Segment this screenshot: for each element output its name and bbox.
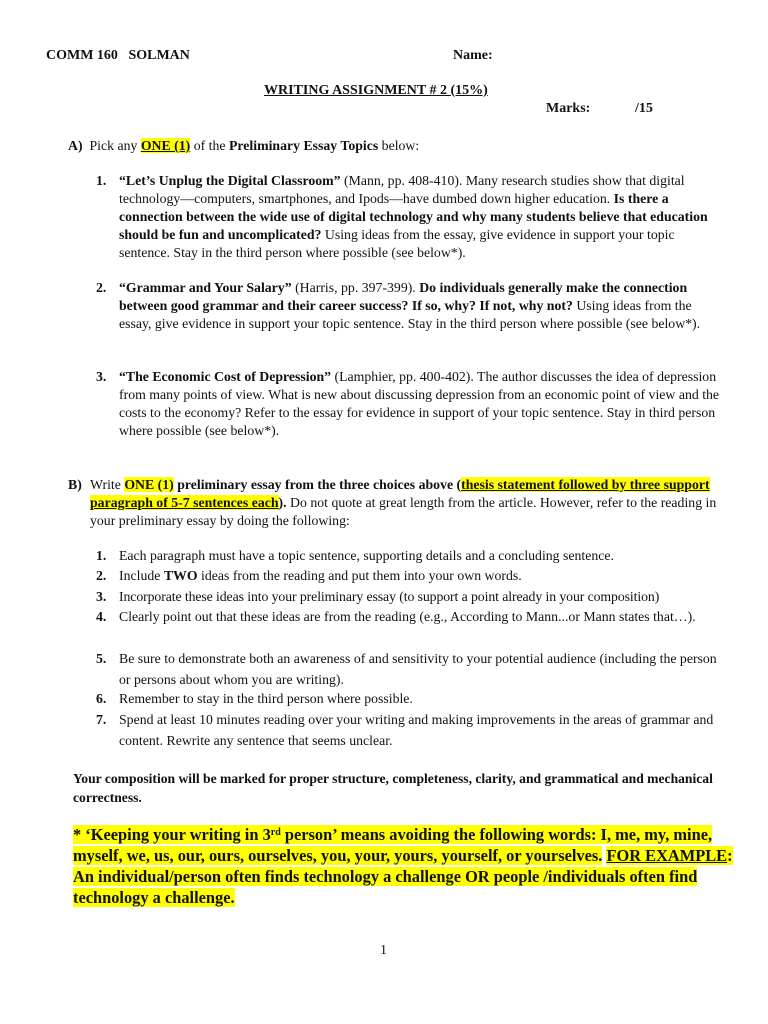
example-label: FOR EXAMPLE	[606, 846, 728, 865]
marks-total: /15	[635, 101, 653, 116]
section-a-intro: A) Pick any ONE (1) of the Preliminary Essay Topics below:	[68, 138, 420, 153]
section-b-letter: B)	[68, 477, 82, 492]
topic-title: “Let’s Unplug the Digital Classroom”	[119, 173, 341, 188]
topic-title: “Grammar and Your Salary”	[119, 280, 292, 295]
instructor-name: SOLMAN	[128, 48, 190, 63]
topic-item-2: 2. “Grammar and Your Salary” (Harris, pp. 397-399). Do individuals generally make the connection between good grammar and their career success? If so, why? If not, why not? Using ideas from the essay, give evidence in support your topic sentence. Stay in the third person where possible (see below*).	[96, 280, 701, 331]
page-number: 1	[380, 943, 387, 958]
third-person-note: * ‘Keeping your writing in 3rd person’ means avoiding the following words: I, me, my, mine, myself, we, us, our, ours, ourselves, you, your, yours, yourself, or yourselves. FOR EXAMPLE: An individual/person often finds technology a challenge OR people /individuals often find technology a challenge.	[73, 825, 733, 907]
topic-item-1: 1. “Let’s Unplug the Digital Classroom” (Mann, pp. 408-410). Many research studies show that digital technology—computers, smartphones, and Ipods—have dumbed down higher education. Is there a connection between the wide use of digital technology and why many students believe that education should be fun and uncomplicated? Using ideas from the essay, give evidence in support your topic sentence. Stay in the third person where possible (see below*).	[96, 173, 708, 260]
section-a-letter: A)	[68, 138, 83, 153]
assignment-title: WRITING ASSIGNMENT # 2 (15%)	[264, 83, 488, 98]
one-highlight: ONE (1)	[140, 138, 191, 153]
thesis-highlight: thesis statement followed by three support paragraph of 5-7 sentences each	[90, 477, 710, 510]
document-page: COMM 160 SOLMAN Name: WRITING ASSIGNMENT # 2 (15%) Marks: /15 A) Pick any ONE (1) of the Preliminary Essay Topics below: 1. “Let’s Unplug the Digital Classroom” (Mann, pp. 408-410). Many research studies show that digital technology—computers, smartphones, and Ipods—have dumbed down higher education. Is there a connection between the wide use of digital technology and why many students believe that education should be fun and uncomplicated? Using ideas from the essay, give evidence in support your topic sentence. Stay in the third person where possible (see below*). 2. “Grammar and Your Salary” (Harris, pp. 397-399). Do individuals generally make the connection between good grammar and their career success? If so, why? If not, why not? Using ideas from the essay, give evidence in support your topic sentence. Stay in the third person where possible (see below*). 3. “The Economic Cost of Depression” (Lamphier, pp. 400-402). The author discusses the idea of depression from many points of view. What is new about discussing depression from an economic point of view and the costs to the economy? Refer to the essay for evidence in support of your topic sentence. Stay in third person where possible (see below*). B) Write ONE (1) preliminary essay from the three choices above (thesis statement followed by three support paragraph of 5-7 sentences each). Do not quote at great length from the article. However, refer to the reading in your preliminary essay by doing the following: 1. Each paragraph must have a topic sentence, supporting details and a concluding sentence. 2. Include TWO ideas from the reading and put them into your own words. 3. Incorporate these ideas into your preliminary essay (to support a point already in your composition) 4. Clearly point out that these ideas are from the reading (e.g., According to Mann...or Mann states that…). 5. Be sure to demonstrate both an awareness of and sensitivity to your potential audience (including the person or persons about whom you are writing). 6. Remember to stay in the third person where possible. 7. Spend at least 10 minutes reading over your writing and making improvements in the areas of grammar and content. Rewrite any sentence that seems unclear. Your composition will be marked for proper structure, completeness, clarity, and grammatical and mechanical correctness. * ‘Keeping your writing in 3rd person’ means avoiding the following words: I, me, my, mine, myself, we, us, our, ours, ourselves, you, your, yours, yourself, or yourselves. FOR EXAMPLE: An individual/person often finds technology a challenge OR people /individuals often find technology a challenge. 1	[46, 48, 733, 958]
course-code: COMM 160	[46, 48, 118, 63]
section-b-intro: B) Write ONE (1) preliminary essay from the three choices above (thesis statement followed by three support paragraph of 5-7 sentences each). Do not quote at great length from the article. However, refer to the reading in your preliminary essay by doing the following:	[68, 477, 717, 528]
topic-item-3: 3. “The Economic Cost of Depression” (Lamphier, pp. 400-402). The author discusses the idea of depression from many points of view. What is new about discussing depression from an economic point of view and the costs to the economy? Refer to the essay for evidence in support of your topic sentence. Stay in third person where possible (see below*).	[96, 369, 720, 438]
one-highlight-b: ONE (1)	[124, 477, 174, 492]
marks-label: Marks:	[546, 101, 591, 116]
name-label: Name:	[453, 48, 493, 63]
marking-criteria: Your composition will be marked for proper structure, completeness, clarity, and grammatical and mechanical correctness.	[73, 771, 713, 805]
topic-title: “The Economic Cost of Depression”	[119, 369, 332, 384]
course-header	[46, 48, 190, 64]
